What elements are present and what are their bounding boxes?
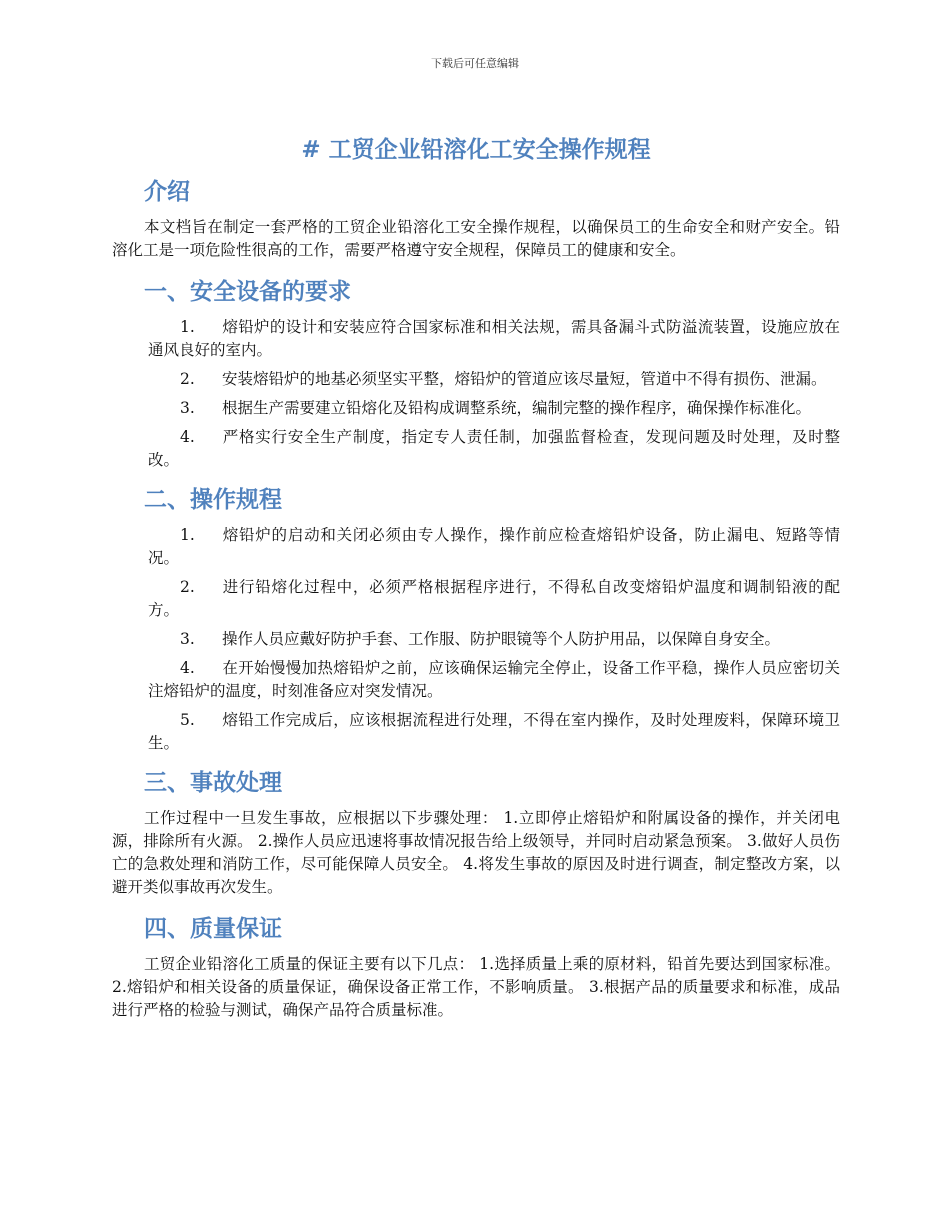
- list-item: [148, 368, 840, 391]
- intro-paragraph: 本文档旨在制定一套严格的工贸企业铅溶化工安全操作规程，以确保员工的生命安全和财产安全。铅溶化工是一项危险性很高的工作，需要严格遵守安全规程，保障员工的健康和安全。: [112, 218, 840, 259]
- list-item: [148, 576, 840, 622]
- list-item-text: 在开始慢慢加热熔铅炉之前，应该确保运输完全停止，设备工作平稳，操作人员应密切关注熔铅炉的温度，时刻准备应对突发情况。: [148, 659, 840, 700]
- section3-paragraph: 工作过程中一旦发生事故，应根据以下步骤处理： 1.立即停止熔铅炉和附属设备的操作，并关闭电源，排除所有火源。 2.操作人员应迅速将事故情况报告给上级领导，并同时启动紧急预案。 3.做好人员伤亡的急救处理和消防工作，尽可能保障人员安全。 4.将发生事故的原因及时进行调查，制定整改方案，以避开类似事故再次发生。: [112, 809, 840, 896]
- section3-heading: 三、事故处理: [144, 770, 282, 796]
- list-item: [148, 426, 840, 472]
- list-item-number: 3.: [180, 630, 195, 648]
- section2-list: [112, 524, 840, 755]
- list-item-text: 熔铅工作完成后，应该根据流程进行处理，不得在室内操作，及时处理废料，保障环境卫生。: [148, 711, 840, 752]
- list-item-number: 4.: [180, 428, 195, 446]
- list-item-number: 2.: [180, 370, 195, 388]
- list-item-text: 进行铅熔化过程中，必须严格根据程序进行，不得私自改变熔铅炉温度和调制铅液的配方。: [148, 578, 840, 619]
- section1-heading: 一、安全设备的要求: [144, 279, 351, 305]
- list-item-text: 熔铅炉的设计和安装应符合国家标准和相关法规，需具备漏斗式防溢流装置，设施应放在通风良好的室内。: [148, 318, 840, 359]
- list-item: [148, 709, 840, 755]
- section1-list: [112, 316, 840, 472]
- section4-heading: 四、质量保证: [144, 916, 282, 942]
- list-item-text: 严格实行安全生产制度，指定专人责任制，加强监督检查，发现问题及时处理，及时整改。: [148, 428, 840, 469]
- list-item: [148, 316, 840, 362]
- section4-paragraph: 工贸企业铅溶化工质量的保证主要有以下几点： 1.选择质量上乘的原材料，铅首先要达到国家标准。 2.熔铅炉和相关设备的质量保证，确保设备正常工作，不影响质量。 3.根据产品的质量要求和标准，成品进行严格的检验与测试，确保产品符合质量标准。: [112, 955, 840, 1019]
- header-note: 下载后可任意编辑: [431, 57, 519, 70]
- list-item: [148, 397, 840, 420]
- list-item: [148, 524, 840, 570]
- list-item-number: 5.: [180, 711, 195, 729]
- document-title: # 工贸企业铅溶化工安全操作规程: [301, 137, 651, 163]
- list-item-number: 1.: [180, 526, 195, 544]
- list-item-text: 根据生产需要建立铅熔化及铅构成调整系统，编制完整的操作程序，确保操作标准化。: [222, 399, 812, 417]
- list-item-number: 3.: [180, 399, 195, 417]
- list-item: [148, 657, 840, 703]
- section2-heading: 二、操作规程: [144, 487, 282, 513]
- list-item-number: 2.: [180, 578, 195, 596]
- document-body: [112, 125, 840, 1036]
- list-item-text: 安装熔铅炉的地基必须坚实平整，熔铅炉的管道应该尽量短，管道中不得有损伤、泄漏。: [222, 370, 827, 388]
- intro-heading: 介绍: [144, 179, 190, 205]
- list-item-text: 熔铅炉的启动和关闭必须由专人操作，操作前应检查熔铅炉设备，防止漏电、短路等情况。: [148, 526, 840, 567]
- list-item-text: 操作人员应戴好防护手套、工作服、防护眼镜等个人防护用品，以保障自身安全。: [222, 630, 781, 648]
- list-item-number: 4.: [180, 659, 195, 677]
- list-item: [148, 628, 840, 651]
- list-item-number: 1.: [180, 318, 195, 336]
